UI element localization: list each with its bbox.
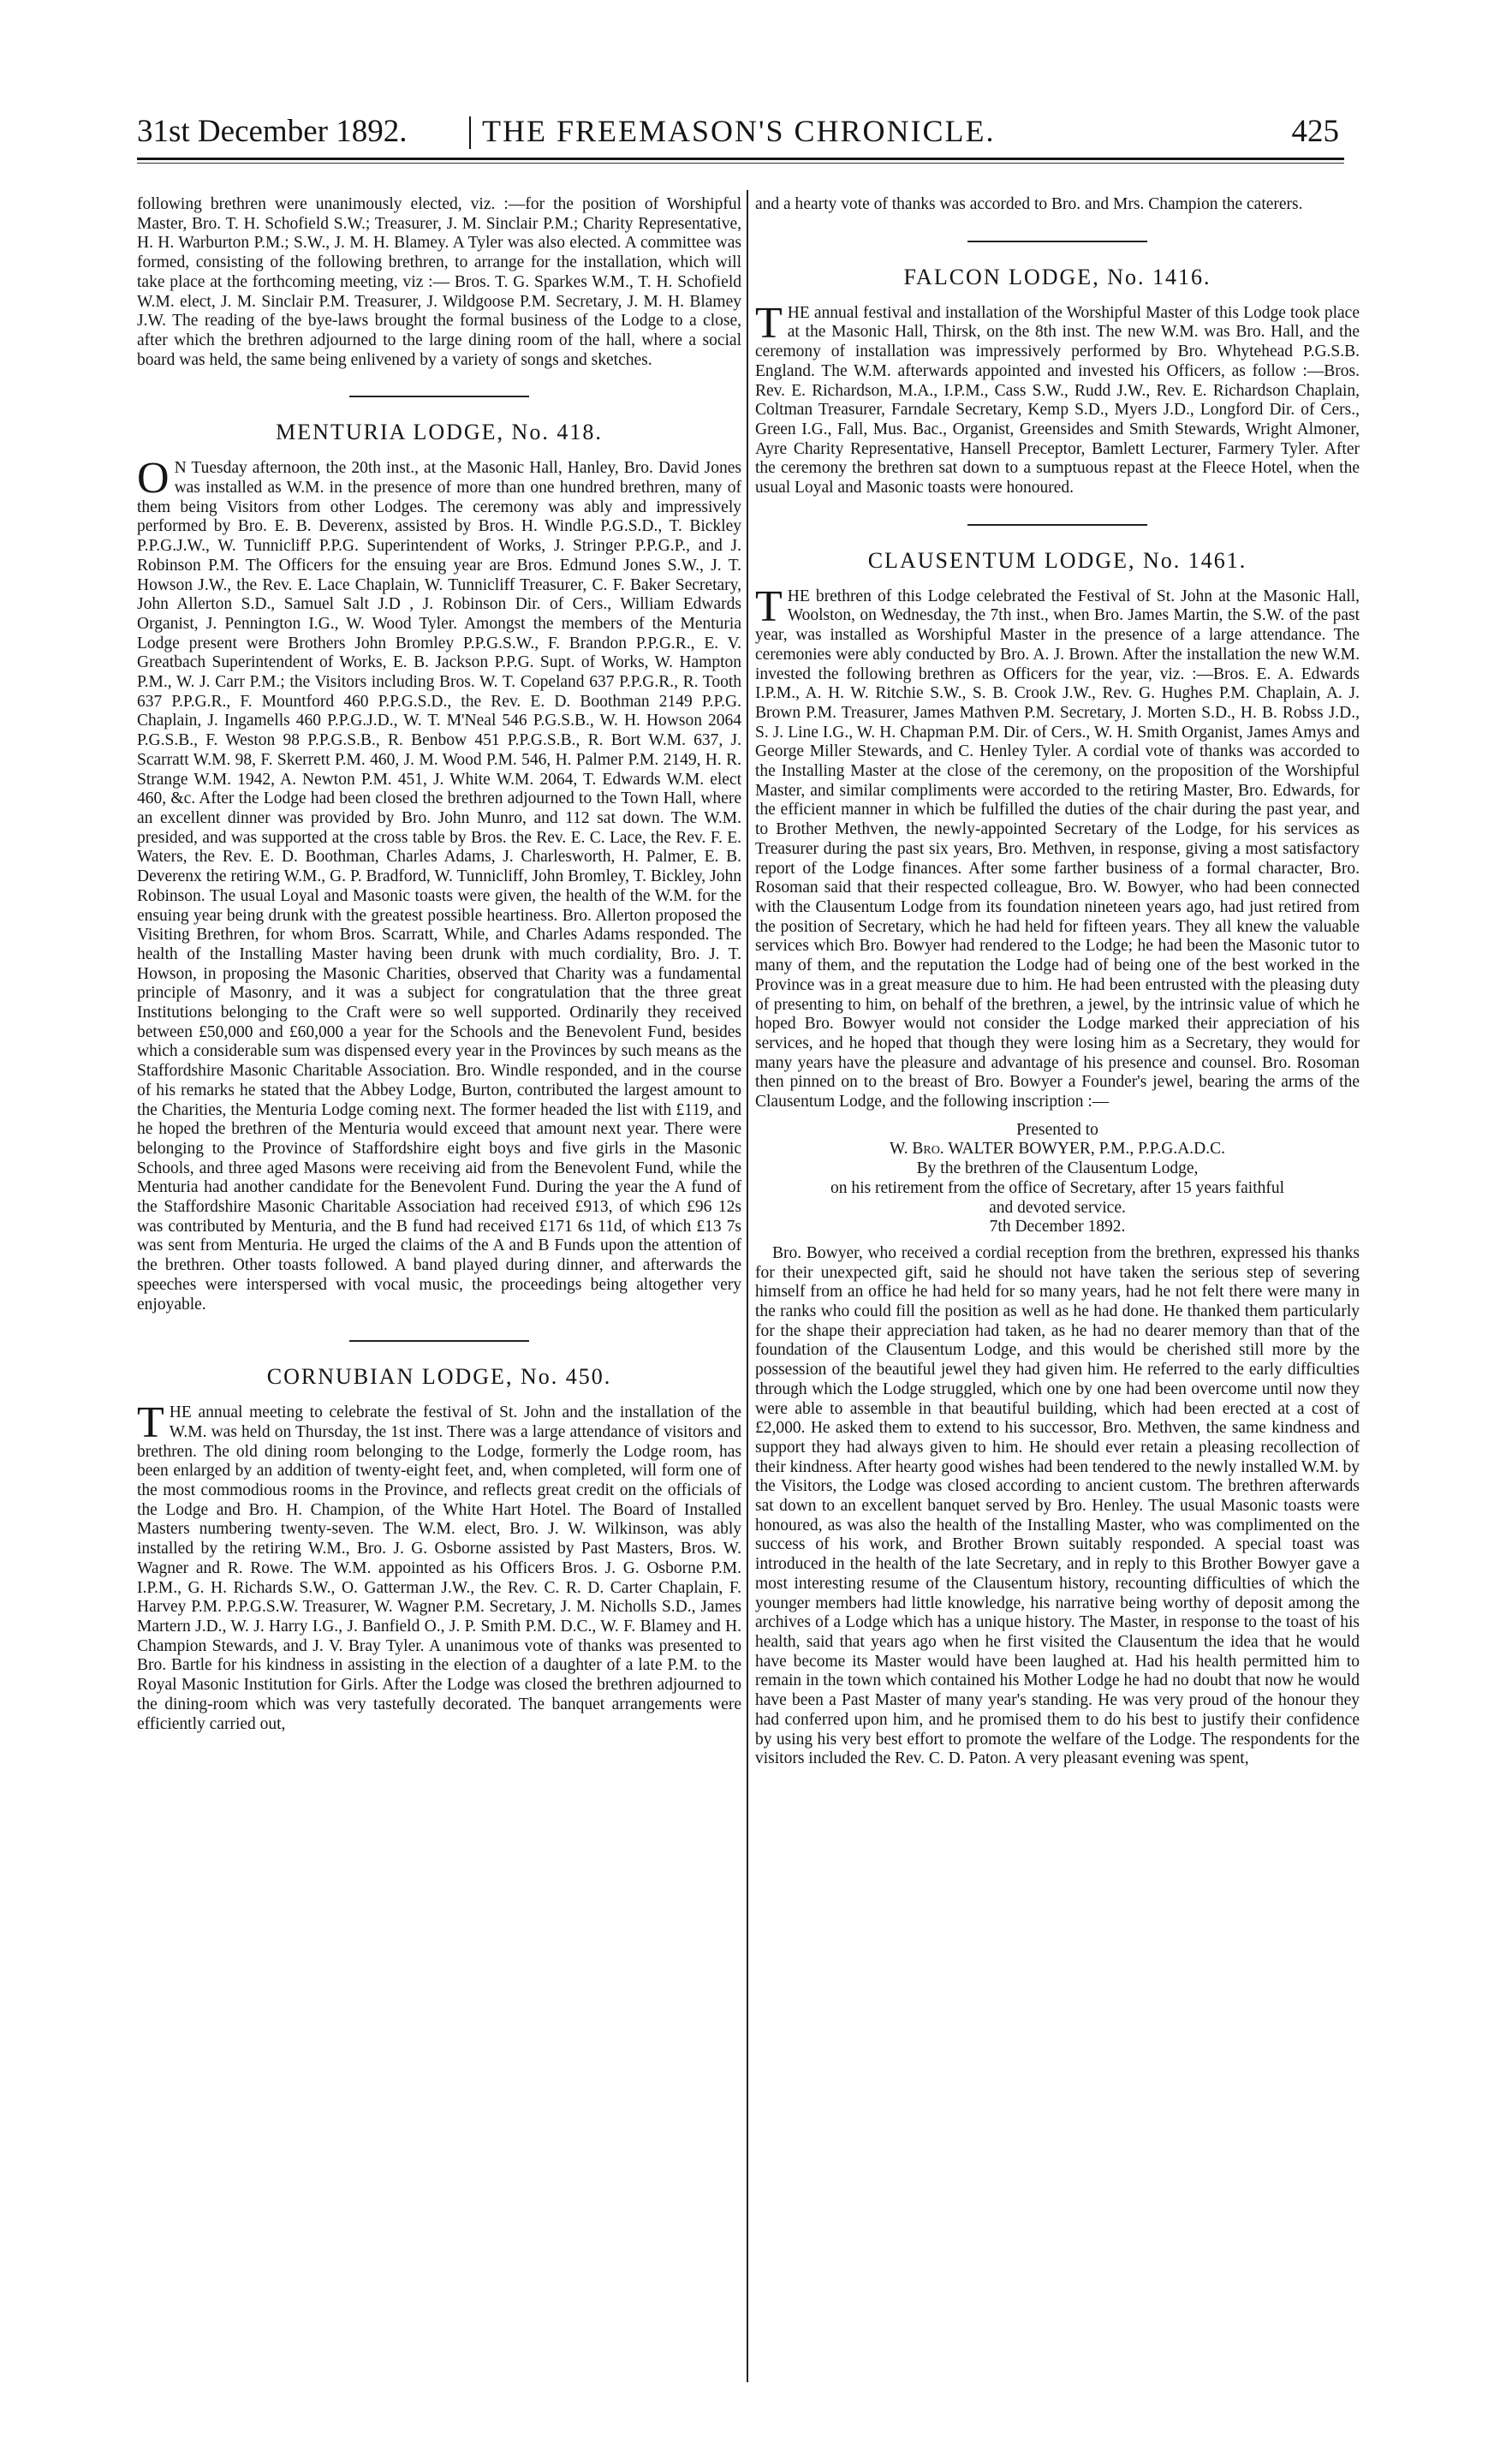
clausentum-dropcap: T <box>755 581 783 631</box>
falcon-text: HE annual festival and installation of the Worshipful Master of this Lodge took place at the Masonic Hall, Thirsk, on the 8th inst. The new W.M. was Bro. Hall, and the ceremony of installation was impressively performed by Bro. Whytehead P.G.S.B. England. The W.M. afterwards appointed and invested his Officers, as follow :—Bros. Rev. E. Richardson, M.A., I.P.M., Cass S.W., Rudd J.W., Rev. E. Richardson Chaplain, Coltman Treasurer, Farndale Secretary, Kemp S.D., Myers J.D., Longford Dir. of Cers., Green I.G., Fall, Mus. Bac., Organist, Greensides and Smith Stewards, Wright Almoner, Ayre Charity Representative, Hansell Preceptor, Bamlett Lecturer, Farmery Tyler. After the ceremony the brethren sat down to a sumptuous repast at the Fleece Hotel, when the usual Loyal and Masonic toasts were honoured. <box>755 303 1360 498</box>
menturia-dropcap: O <box>137 454 170 504</box>
masthead-rule <box>137 158 1344 160</box>
inscription-line: W. Bro. WALTER BOWYER, P.M., P.P.G.A.D.C. <box>889 1140 1225 1159</box>
intro-paragraph: following brethren were unanimously elected, viz. :—for the position of Worshipful Master, Bro. T. H. Schofield S.W.; Treasurer, J. M. Sinclair P.M.; Charity Representative, H. H. Warburton P.M.; S.W., J. M. H. Blamey. A Tyler was also elected. A committee was formed, consisting of the following brethren, to arrange for the installation, which will take place at the forthcoming meeting, viz :— Bros. T. G. Sparkes W.M., T. H. Schofield W.M. elect, J. M. Sinclair P.M. Treasurer, J. Wildgoose P.M. Secretary, J. M. H. Blamey J.W. The reading of the bye-laws brought the formal business of the Lodge to a close, after which the brethren adjourned to the large dining room of the hall, where a social board was held, the same being enlivened by a variety of songs and sketches. <box>137 195 741 369</box>
jewel-inscription <box>755 1121 1360 1237</box>
masthead-rule-thin <box>137 163 1344 164</box>
column-divider <box>747 190 748 2382</box>
article-separator <box>349 396 529 397</box>
left-column <box>137 195 741 1734</box>
clausentum-heading: CLAUSENTUM LODGE, No. 1461. <box>867 547 1247 573</box>
inscription-line: on his retirement from the office of Secretary, after 15 years faithful <box>830 1178 1285 1197</box>
menturia-heading: MENTURIA LODGE, No. 418. <box>276 420 603 445</box>
falcon-heading: FALCON LODGE, No. 1416. <box>903 264 1211 289</box>
issue-date: 31st December 1892. <box>137 114 408 149</box>
inscription-line: By the brethren of the Clausentum Lodge, <box>916 1159 1199 1178</box>
article-separator <box>967 241 1147 242</box>
menturia-text: N Tuesday afternoon, the 20th inst., at the Masonic Hall, Hanley, Bro. David Jones was installed as W.M. in the presence of more than one hundred brethren, many of them being Visitors from other Lodges. The ceremony was ably and impressively performed by Bro. E. B. Deverenx, assisted by Bros. H. Windle P.G.S.D., T. Bickley P.P.G.J.W., W. Tunnicliff P.P.G. Superintendent of Works, J. Stringer P.P.G.P., and J. Robinson P.M. The Officers for the ensuing year are Bros. Edmund Jones S.W., J. T. Howson J.W., the Rev. E. Lace Chaplain, W. Tunnicliff Treasurer, C. F. Baker Secretary, John Allerton S.D., Samuel Salt J.D , J. Robinson Dir. of Cers., William Edwards Organist, J. Pennington I.G., W. Wood Tyler. Amongst the members of the Menturia Lodge present were Brothers John Bromley P.P.G.S.W., F. Brandon P.P.G.R., E. V. Greatbach Superintendent of Works, E. B. Jackson P.P.G. Supt. of Works, W. Hampton P.M., W. J. Carr P.M.; the Visitors including Bros. W. T. Copeland 637 P.P.G.R., R. Tooth 637 P.P.G.R., F. Mountford 460 P.P.G.S.D., the Rev. E. D. Boothman 2149 P.P.G. Chaplain, J. Ingamells 460 P.P.G.J.D., W. T. M'Neal 546 P.G.S.B., W. H. Howson 2064 P.G.S.B., F. Weston 98 P.P.G.S.B., R. Benbow 451 P.P.G.S.B., R. Bort W.M. 637, J. Scarratt W.M. 98, F. Skerrett P.M. 460, J. M. Wood P.M. 546, H. Palmer P.M. 2149, H. R. Strange W.M. 1942, A. Newton P.M. 451, J. White W.M. 2064, T. Edwards W.M. elect 460, &c. After the Lodge had been closed the brethren adjourned to the Town Hall, where an excellent dinner was provided by Bro. John Munro, and 112 sat down. The W.M. presided, and was supported at the cross table by Bros. the Rev. E. C. Lace, the Rev. F. E. Waters, the Rev. E. D. Boothman, Charles Adams, J. Charlesworth, H. Palmer, E. B. Deverenx the retiring W.M., G. P. Bradford, W. Tunnicliff, John Bromley, T. Bickley, John Robinson. The usual Loyal and Masonic toasts were given, the health of the W.M. for the ensuing year being drunk with the greatest possible heartiness. Bro. Allerton proposed the Visiting Brethren, for whom Bros. Scarratt, While, and Charles Adams responded. The health of the Installing Master having been drunk with much cordiality, Bro. J. T. Howson, in proposing the Masonic Charities, observed that Charity was a fundamental principle of Masonry, and it was a subject for congratulation that the three great Institutions belonging to the Craft were so well supported. Ordinarily they received between £50,000 and £60,000 a year for the Schools and the Benevolent Fund, besides which a considerable sum was dispensed every year in the Provinces by such means as the Staffordshire Masonic Charitable Association. Bro. Windle responded, and in the course of his remarks he stated that the Abbey Lodge, Burton, contributed the largest amount to the Charities, the Menturia Lodge coming next. The former headed the list with £119, and he hoped the brethren of the Menturia would exceed that amount next year. There were belonging to the Province of Staffordshire eight boys and five girls in the Masonic Schools, and three aged Masons were receiving aid from the Benevolent Fund, while the Menturia had another candidate for the Benevolent Fund. During the year the A fund of the Staffordshire Masonic Charitable Association had received £913, of which £96 12s was contributed by Menturia, and the B fund had received £171 6s 11d, of which £13 7s was sent from Menturia. He urged the claims of the A and B Funds upon the attention of the brethren. Other toasts followed. A band played during dinner, and afterwards the speeches were interspersed with vocal music, the proceedings being altogether very enjoyable. <box>137 459 741 1314</box>
inscription-line: and devoted service. <box>989 1198 1126 1217</box>
falcon-paragraph <box>755 298 1360 498</box>
cornubian-dropcap: T <box>137 1398 164 1448</box>
right-column <box>755 195 1360 1769</box>
masthead-separator <box>469 116 471 149</box>
clausentum-paragraph-2: Bro. Bowyer, who received a cordial reception from the brethren, expressed his thanks for their unexpected gift, said he should not have taken the serious step of severing himself from an office he had held for so many years, had he not felt there were many in the ranks who could fill the position as well as he had done. He thanked them particularly for the shape their appreciation had taken, as he had no dearer memory than that of the foundation of the Clausentum Lodge, and this would be cherished still more by the possession of the beautiful jewel they had given him. He referred to the early difficulties through which the Lodge struggled, which one by one had been overcome until now they were able to assemble in that beautiful building, which had been erected at a cost of £2,000. He asked them to extend to his successor, Bro. Methven, the same kindness and support they had always given to him. He should ever retain a pleasing recollection of their kindness. After hearty good wishes had been tendered to the newly installed W.M. by the Visitors, the Lodge was closed according to ancient custom. The brethren afterwards sat down to an excellent banquet served by Bro. Henley. The usual Masonic toasts were honoured, as was also the health of the Installing Master, who was complimented on the success of his work, and Brother Brown suitably responded. A special toast was introduced in the health of the late Secretary, and in reply to this Brother Bowyer gave a most interesting resume of the Clausentum history, recounting difficulties of which the younger members had little knowledge, his narrative being worthy of deposit among the archives of a Lodge which has a unique history. The Master, in response to the toast of his health, said that years ago when he first visited the Clausentum the idea that he would have become its Master would have been laughed at. Had his health permitted him to remain in the town which contained his Mother Lodge he had no doubt that now he would have been a Past Master of many year's standing. He was very proud of the honour they had conferred upon him, and he promised them to do his best to justify their confidence by using his very best effort to promote the welfare of the Lodge. The respondents for the visitors included the Rev. C. D. Paton. A very pleasant evening was spent, <box>755 1243 1360 1768</box>
page-number: 425 <box>1291 114 1339 149</box>
masthead <box>137 110 1344 152</box>
menturia-paragraph <box>137 454 741 1314</box>
newspaper-title: THE FREEMASON'S CHRONICLE. <box>482 114 996 148</box>
inscription-line: Presented to <box>1016 1120 1098 1139</box>
cornubian-heading: CORNUBIAN LODGE, No. 450. <box>266 1364 612 1390</box>
inscription-line: 7th December 1892. <box>989 1218 1126 1236</box>
article-separator <box>967 524 1147 526</box>
article-separator <box>349 1340 529 1342</box>
clausentum-paragraph-1 <box>755 581 1360 1112</box>
falcon-dropcap: T <box>755 298 783 348</box>
cornubian-text: HE annual meeting to celebrate the festival of St. John and the installation of the W.M. was held on Thursday, the 1st inst. There was a large attendance of visitors and brethren. The old dining room belonging to the Lodge, formerly the Lodge room, has been enlarged by an addition of twenty-eight feet, and, when completed, will form one of the most commodious rooms in the Province, and reflects great credit on the officials of the Lodge and Bro. H. Champion, of the White Hart Hotel. The Board of Installed Masters numbering twenty-seven. The W.M. elect, Bro. J. W. Wilkinson, was ably installed by the retiring W.M., Bro. J. G. Osborne assisted by Past Masters, Bros. W. Wagner and R. Rowe. The W.M. appointed as his Officers Bros. J. G. Osborne P.M. I.P.M., G. H. Richards S.W., O. Gatterman J.W., the Rev. C. R. D. Carter Chaplain, F. Harvey P.M. P.P.G.S.W. Treasurer, W. Wagner P.M. Secretary, J. M. Nicholls S.D., James Martern J.D., W. J. Harry I.G., J. Banfield O., J. P. Smith P.M. D.C., W. F. Blamey and H. Champion Stewards, and J. V. Bray Tyler. A unanimous vote of thanks was presented to Bro. Bartle for his kindness in assisting in the election of a daughter of a late P.M. to the Royal Masonic Institution for Girls. After the Lodge was closed the brethren adjourned to the dining-room which was very tastefully decorated. The banquet arrangements were efficiently carried out, <box>137 1403 741 1733</box>
continuation-paragraph: and a hearty vote of thanks was accorded to Bro. and Mrs. Champion the caterers. <box>755 195 1303 213</box>
cornubian-paragraph <box>137 1398 741 1734</box>
clausentum-text: HE brethren of this Lodge celebrated the Festival of St. John at the Masonic Hall, Woolston, on Wednesday, the 7th inst., when Bro. James Martin, the S.W. of the past year, was installed as Worshipful Master in the presence of a large attendance. The ceremonies were ably conducted by Bro. A. J. Brown. After the installation the new W.M. invested the following brethren as Officers for the year, viz. :—Bros. E. A. Edwards I.P.M., A. H. W. Ritchie S.W., S. B. Crook J.W., Rev. G. Hughes P.M. Chaplain, A. J. Brown P.M. Treasurer, James Mathven P.M. Secretary, J. Morten S.D., H. B. Robss J.D., S. J. Line I.G., W. H. Chapman P.M. Dir. of Cers., W. H. Smith Organist, James Amys and George Miller Stewards, and C. Henley Tyler. A cordial vote of thanks was accorded to the Installing Master at the close of the ceremony, on the proposition of the Worshipful Master, and similar compliments were accorded to the retiring Master, Bro. Edwards, for the efficient manner in which be fulfilled the duties of the chair during the past year, and to Brother Methven, the newly-appointed Secretary of the Lodge, for his services as Treasurer during the past six years, Bro. Methven, in response, giving a most satisfactory report of the Lodge finances. After some farther business of a formal character, Bro. Rosoman said that their respected colleague, Bro. W. Bowyer, who had been connected with the Clausentum Lodge from its foundation nineteen years ago, had just retired from the position of Secretary, which he had held for fifteen years. They all knew the valuable services which Bro. Bowyer had rendered to the Lodge; he had been the Masonic tutor to many of them, and the reputation the Lodge had of being one of the best worked in the Province was in a great measure due to him. He had been entrusted with the pleasing duty of presenting to him, on behalf of the brethren, a jewel, by the intrinsic value of which he hoped Bro. Bowyer would not consider the Lodge marked their appreciation of his services, and he hoped that though they were losing him as a Secretary, they would for many years have the pleasure and advantage of his presence and counsel. Bro. Rosoman then pinned on to the breast of Bro. Bowyer a Founder's jewel, bearing the arms of the Clausentum Lodge, and the following inscription :— <box>755 587 1360 1111</box>
